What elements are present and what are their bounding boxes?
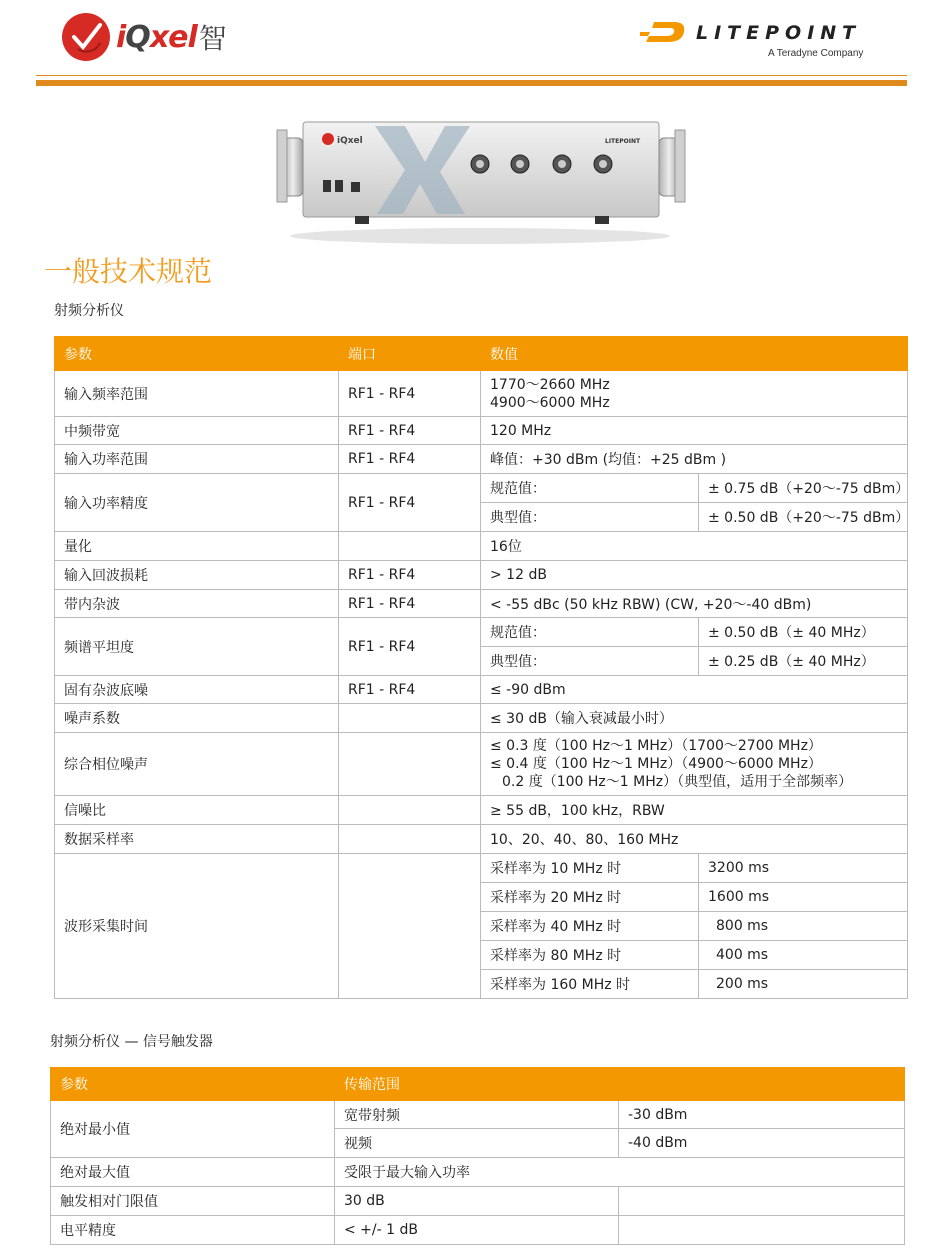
table-row — [51, 1216, 905, 1245]
empty-cell — [619, 1216, 905, 1245]
table-row — [55, 704, 908, 733]
param-cell: 输入功率精度 — [55, 474, 339, 532]
table-row — [55, 676, 908, 704]
header-range: 传输范围 — [335, 1068, 905, 1101]
value-cell: ≥ 55 dB，100 kHz，RBW — [481, 796, 908, 825]
iqxel-zhi-char: 智 — [198, 22, 227, 55]
iqxel-wordmark: iQxel — [116, 19, 197, 55]
port-cell: RF1 - RF4 — [339, 417, 481, 445]
table-row — [51, 1187, 905, 1216]
table-row — [55, 825, 908, 854]
svg-text:LITEPOINT: LITEPOINT — [605, 138, 641, 145]
table-row — [55, 561, 908, 590]
capture-value-cell: 800 ms — [699, 912, 908, 941]
port-cell — [339, 796, 481, 825]
value-line: ≤ 0.4 度（100 Hz～1 MHz）（4900～6000 MHz） — [490, 756, 822, 772]
table-header-row — [55, 337, 908, 371]
value-cell: 10、20、40、80、160 MHz — [481, 825, 908, 854]
port-cell — [339, 704, 481, 733]
value-cell: ≤ -90 dBm — [481, 676, 908, 704]
capture-value-cell: 1600 ms — [699, 883, 908, 912]
capture-value-cell: 3200 ms — [699, 854, 908, 883]
litepoint-logo — [640, 14, 870, 64]
port-cell — [339, 733, 481, 796]
value-cell: > 12 dB — [481, 561, 908, 590]
table-row — [51, 1101, 905, 1129]
value-cell: 峰值：+30 dBm (均值：+25 dBm ) — [481, 445, 908, 474]
value-cell: < +/- 1 dB — [335, 1216, 619, 1245]
value-line: ≤ 0.3 度（100 Hz～1 MHz）（1700～2700 MHz） — [490, 738, 822, 754]
param-cell: 综合相位噪声 — [55, 733, 339, 796]
value-cell: ≤ 30 dB（输入衰减最小时） — [481, 704, 908, 733]
param-cell: 输入功率范围 — [55, 445, 339, 474]
typ-label-cell: 典型值： — [481, 503, 699, 532]
header-rule-thick — [36, 80, 907, 86]
param-cell: 固有杂波底噪 — [55, 676, 339, 704]
param-cell: 带内杂波 — [55, 590, 339, 618]
table-row — [55, 532, 908, 561]
param-cell: 绝对最大值 — [51, 1158, 335, 1187]
param-cell: 噪声系数 — [55, 704, 339, 733]
capture-label-cell: 采样率为 40 MHz 时 — [481, 912, 699, 941]
iqxel-logo — [62, 12, 227, 62]
typ-label-cell: 典型值： — [481, 647, 699, 676]
page-title: 一般技术规范 — [44, 255, 213, 288]
value-cell: 16位 — [481, 532, 908, 561]
param-cell: 量化 — [55, 532, 339, 561]
value-line: 0.2 度（100 Hz～1 MHz）（典型值，适用于全部频率） — [502, 774, 853, 790]
value-line: 4900～6000 MHz — [490, 394, 610, 411]
param-cell: 频谱平坦度 — [55, 618, 339, 676]
port-cell: RF1 - RF4 — [339, 371, 481, 417]
table-row — [55, 618, 908, 647]
value-cell — [481, 371, 908, 417]
header-param: 参数 — [55, 337, 339, 371]
capture-value-cell: 200 ms — [699, 970, 908, 999]
value-cell — [481, 733, 908, 796]
svg-text:iQxel: iQxel — [337, 136, 363, 146]
section1-subtitle: 射频分析仪 — [54, 303, 124, 319]
port-cell — [339, 532, 481, 561]
port-cell: RF1 - RF4 — [339, 561, 481, 590]
value-cell: < -55 dBc (50 kHz RBW) (CW, +20～-40 dBm) — [481, 590, 908, 618]
table-row — [55, 445, 908, 474]
capture-label-cell: 采样率为 80 MHz 时 — [481, 941, 699, 970]
capture-label-cell: 采样率为 10 MHz 时 — [481, 854, 699, 883]
table-row — [55, 590, 908, 618]
value-cell: 30 dB — [335, 1187, 619, 1216]
port-cell: RF1 - RF4 — [339, 474, 481, 532]
video-value-cell: -40 dBm — [619, 1129, 905, 1158]
port-cell: RF1 - RF4 — [339, 445, 481, 474]
litepoint-tagline: A Teradyne Company — [768, 48, 864, 59]
typ-value-cell: ± 0.25 dB（± 40 MHz） — [699, 647, 908, 676]
port-cell — [339, 854, 481, 999]
param-cell: 绝对最小值 — [51, 1101, 335, 1158]
value-cell: 受限于最大输入功率 — [335, 1158, 905, 1187]
param-cell: 中频带宽 — [55, 417, 339, 445]
spec-value-cell: ± 0.75 dB（+20～-75 dBm） — [699, 474, 908, 503]
typ-value-cell: ± 0.50 dB（+20～-75 dBm） — [699, 503, 908, 532]
table-header-row — [51, 1068, 905, 1101]
port-cell — [339, 825, 481, 854]
port-cell: RF1 - RF4 — [339, 590, 481, 618]
iqxel-device-image — [265, 112, 695, 247]
table-row — [55, 796, 908, 825]
port-cell: RF1 - RF4 — [339, 676, 481, 704]
spec-value-cell: ± 0.50 dB（± 40 MHz） — [699, 618, 908, 647]
section2-subtitle: 射频分析仪 — 信号触发器 — [50, 1034, 213, 1050]
table-row — [51, 1158, 905, 1187]
video-label-cell: 视频 — [335, 1129, 619, 1158]
param-cell: 电平精度 — [51, 1216, 335, 1245]
table-row — [55, 733, 908, 796]
header-port: 端口 — [339, 337, 481, 371]
capture-label-cell: 采样率为 20 MHz 时 — [481, 883, 699, 912]
table-row — [55, 474, 908, 503]
spec-label-cell: 规范值： — [481, 618, 699, 647]
spec-label-cell: 规范值： — [481, 474, 699, 503]
page-header — [0, 0, 950, 90]
header-param: 参数 — [51, 1068, 335, 1101]
signal-trigger-spec-table — [50, 1067, 905, 1245]
param-cell: 数据采样率 — [55, 825, 339, 854]
port-cell: RF1 - RF4 — [339, 618, 481, 676]
param-cell: 信噪比 — [55, 796, 339, 825]
wideband-label-cell: 宽带射频 — [335, 1101, 619, 1129]
litepoint-wordmark: LITEPOINT — [696, 22, 862, 44]
param-cell: 波形采集时间 — [55, 854, 339, 999]
param-cell: 输入回波损耗 — [55, 561, 339, 590]
header-rule-thin — [36, 75, 907, 76]
table-row — [55, 371, 908, 417]
value-line: 1770～2660 MHz — [490, 376, 610, 393]
table-row — [55, 417, 908, 445]
param-cell: 触发相对门限值 — [51, 1187, 335, 1216]
rf-analyzer-spec-table — [54, 336, 908, 999]
empty-cell — [619, 1187, 905, 1216]
param-cell: 输入频率范围 — [55, 371, 339, 417]
iqxel-check-icon — [62, 13, 110, 61]
capture-value-cell: 400 ms — [699, 941, 908, 970]
wideband-value-cell: -30 dBm — [619, 1101, 905, 1129]
table-row — [55, 854, 908, 883]
header-value: 数值 — [481, 337, 908, 371]
litepoint-mark-icon — [640, 18, 692, 48]
capture-label-cell: 采样率为 160 MHz 时 — [481, 970, 699, 999]
value-cell: 120 MHz — [481, 417, 908, 445]
